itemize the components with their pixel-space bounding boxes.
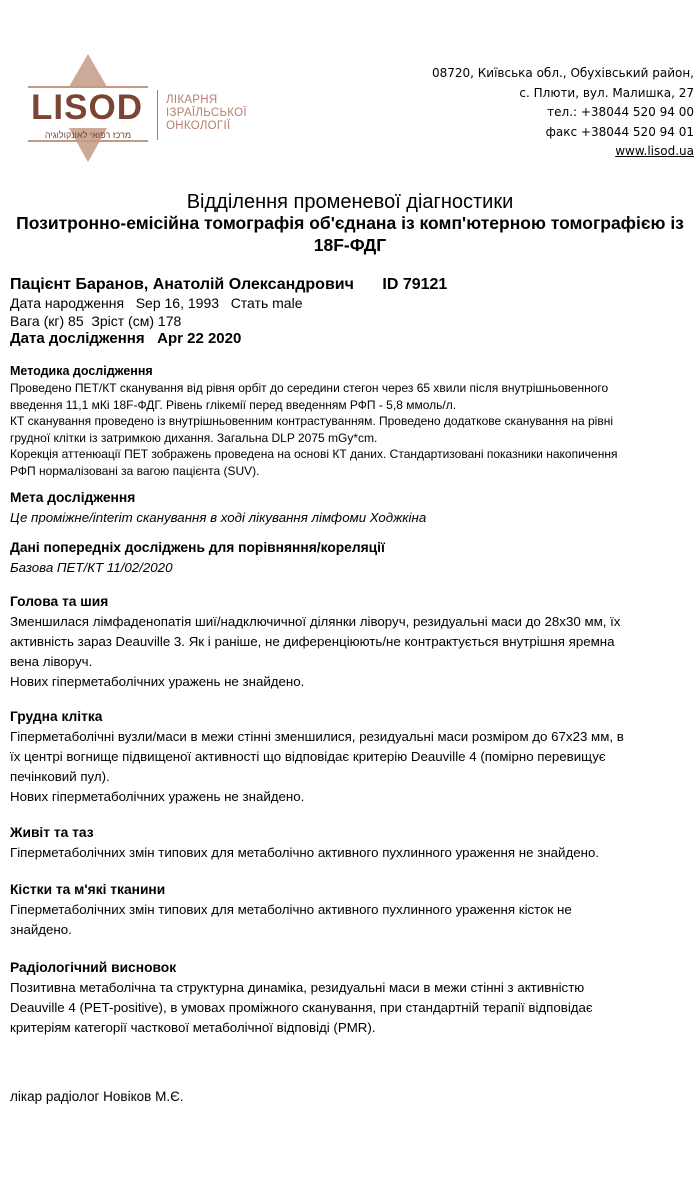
section-line: Це проміжне/interim сканування в ході лікування лімфоми Ходжкіна [10,510,427,525]
patient-body-row [10,313,447,331]
patient-id: 79121 [402,276,448,293]
logo-hebrew-tagline: מרכז רפואי לאונקולוגיה [44,130,132,140]
section-line: активність зараз Deauville 3. Як і раніше, не диференціюють/не контрактується внутрішня яремна [10,634,615,649]
report-title [0,212,700,256]
section-heading: Радіологічний висновок [10,960,177,975]
section-head-neck [10,592,694,692]
section-line: Гіперметаболічні вузли/маси в межи стінні зменшилися, резидуальні маси розміром до 67x23 мм, в [10,729,624,744]
section-line: Гіперметаболічних змін типових для метаболічно активного пухлинного ураження не знайдено. [10,845,600,860]
department-heading: Відділення променевої діагностики [186,191,514,213]
section-prior-studies [10,538,694,578]
patient-name-label: Пацієнт [10,276,72,293]
study-date-value: Apr 22 2020 [157,330,242,347]
phone-line: тел.: +38044 520 94 00 [547,105,694,119]
section-line: їх центрі вогнище підвищеної активності що відповідає критерію Deauville 4 (помірно перевищує [10,749,606,764]
study-date-label: Дата дослідження [10,330,145,347]
section-line: Гіперметаболічних змін типових для метаболічно активного пухлинного ураження кісток не [10,902,572,917]
patient-info [10,275,447,348]
section-line: Корекція аттенюації ПЕТ зображень проведена на основі КТ даних. Стандартизовані показники накопичення [10,447,618,461]
section-line: Нових гіперметаболічних уражень не знайдено. [10,789,305,804]
section-line: вена ліворуч. [10,654,93,669]
section-purpose [10,488,694,528]
patient-name: Баранов, Анатолій Олександрович [75,276,354,293]
section-heading: Грудна клітка [10,709,103,724]
radiologist-signature: лікар радіолог Новіков М.Є. [10,1089,184,1104]
section-heading: Мета дослідження [10,490,136,505]
section-line: грудної клітки із затримкою дихання. Загальна DLP 2075 mGy*cm. [10,430,378,445]
section-line: Базова ПЕТ/КТ 11/02/2020 [10,560,173,575]
section-line: Проведено ПЕТ/КТ сканування від рівня орбіт до середини стегон через 65 хвили після внутрішньовенного [10,381,609,395]
clinic-address [432,64,694,162]
section-bones-soft-tissue [10,880,694,940]
section-line: Нових гіперметаболічних уражень не знайдено. [10,674,305,689]
fax-line: факс +38044 520 94 01 [545,124,694,139]
section-chest [10,707,694,807]
website-link[interactable]: www.lisod.ua [615,144,694,158]
section-line: печінковий пул). [10,769,110,784]
section-line: Зменшилася лімфаденопатія шиї/надключичної ділянки ліворуч, резидуальні маси до 28x30 мм, їх [10,614,621,629]
section-line: РФП нормалізовані за вагою пацієнта (SUV). [10,463,260,478]
logo-divider [157,90,158,140]
dob-value: Sep 16, 1993 [135,295,220,311]
section-line: введення 11,1 мКі 18F-ФДГ. Рівень глікемії перед введенням РФП - 5,8 ммоль/л. [10,397,457,412]
height-value: 178 [157,312,182,329]
lisod-logo [24,52,274,164]
report-title-line: Позитронно-емісійна томографія об'єднана із комп'ютерною томографією із [16,213,684,233]
section-heading: Кістки та м'які тканини [10,882,166,897]
study-date-row [10,330,447,348]
patient-dob-row [10,295,447,313]
section-heading: Живіт та таз [10,825,94,840]
logo-subtitle [166,94,247,133]
logo-subtitle-line: ОНКОЛОГІЇ [166,120,231,132]
section-conclusion [10,958,694,1038]
section-heading: Методика дослідження [10,364,153,378]
logo-subtitle-line: ІЗРАЇЛЬСЬКОЇ [166,107,247,119]
patient-name-row [10,275,447,295]
section-line: знайдено. [10,922,72,937]
section-heading: Голова та шия [10,594,109,609]
section-line: критеріям категорії часткової метаболічної відповіді (PMR). [10,1020,376,1035]
logo-wordmark: LISOD [31,88,143,127]
address-line: 08720, Київська обл., Обухівський район, [431,66,694,80]
report-title-line: 18F-ФДГ [313,235,387,255]
sex-label: Стать [230,295,269,311]
section-abdomen-pelvis [10,823,694,863]
section-line: Позитивна метаболічна та структурна динаміка, резидуальні маси в межи стінні з активністю [10,980,585,995]
address-line: с. Плюти, вул. Малишка, 27 [519,85,694,100]
height-label: Зріст (см) [91,312,155,329]
patient-id-label: ID [382,276,399,293]
dob-label: Дата народження [10,295,125,311]
weight-label: Вага (кг) [10,312,65,329]
section-line: КТ сканування проведено із внутрішньовенним контрастуванням. Проведено додаткове сканування на рівні [10,414,614,428]
section-line: Deauville 4 (PET-positive), в умовах проміжного сканування, при стандартній терапії відповідає [10,1000,593,1015]
section-method [10,363,694,479]
logo-subtitle-line: ЛІКАРНЯ [166,94,218,106]
section-heading: Дані попередніх досліджень для порівняння/кореляції [10,540,385,555]
sex-value: male [272,295,303,311]
weight-value: 85 [68,312,84,329]
